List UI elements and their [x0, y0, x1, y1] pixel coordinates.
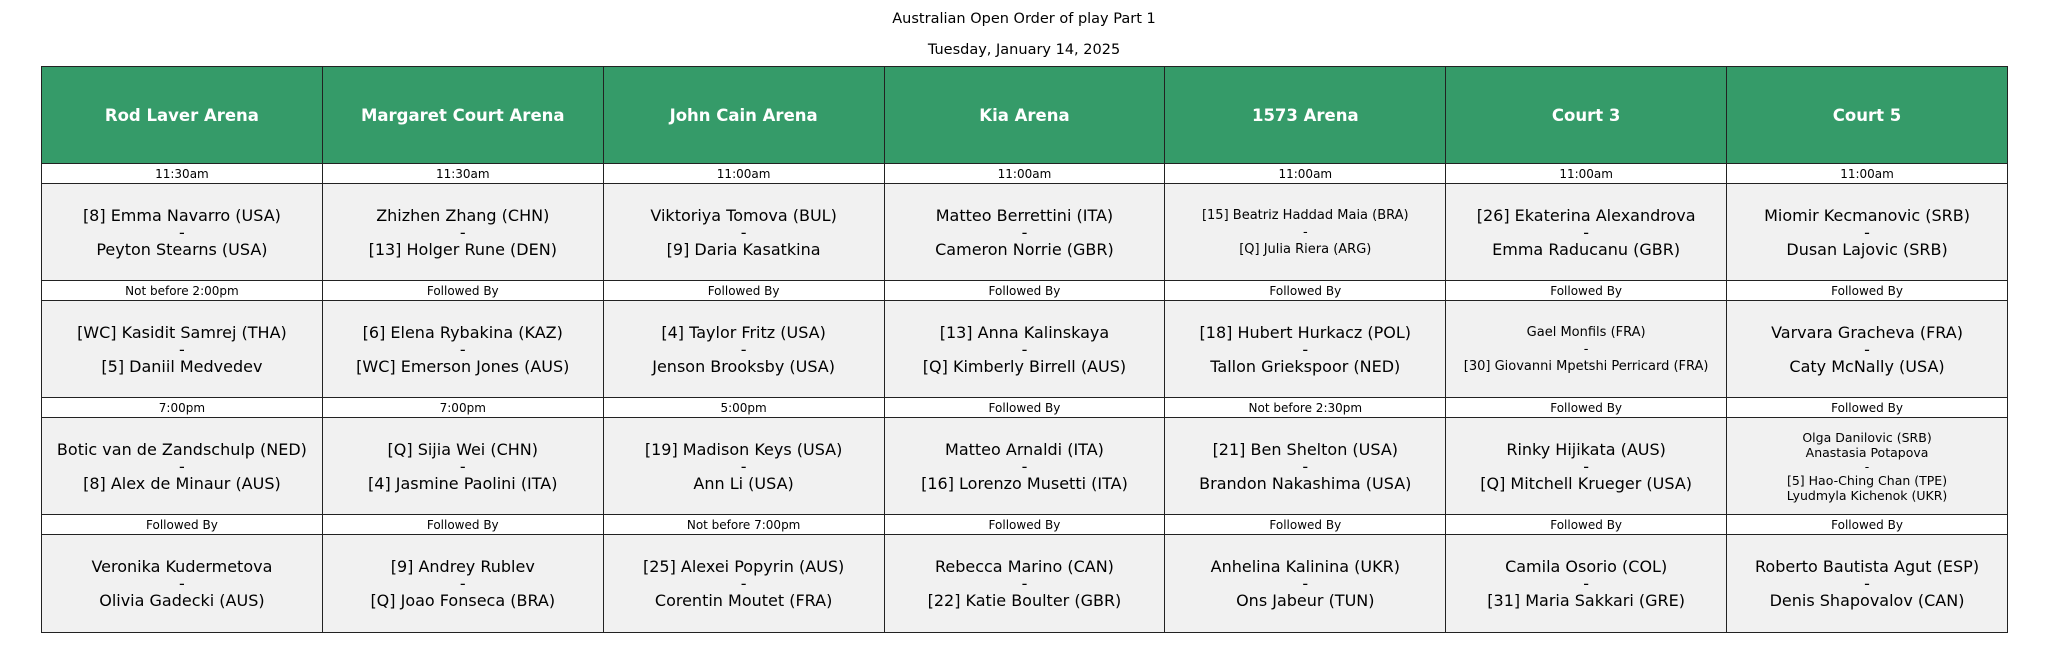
player-b: Brandon Nakashima (USA) — [1199, 473, 1412, 493]
match-cell — [322, 418, 603, 515]
player-b: Peyton Stearns (USA) — [96, 239, 268, 259]
start-time: 11:00am — [1165, 164, 1446, 184]
player-b: Emma Raducanu (GBR) — [1492, 239, 1681, 259]
versus-separator: - — [1021, 456, 1028, 476]
player-b: Dusan Lajovic (SRB) — [1786, 239, 1948, 259]
player-b: Ons Jabeur (TUN) — [1236, 591, 1375, 610]
versus-separator: - — [1583, 222, 1590, 242]
start-time: Followed By — [1727, 398, 2008, 418]
versus-separator: - — [1021, 574, 1028, 593]
court-header: Margaret Court Arena — [322, 67, 603, 164]
match-cell — [1727, 535, 2008, 633]
start-time: Followed By — [1727, 281, 2008, 301]
match-row — [42, 301, 2008, 398]
match-cell — [42, 418, 323, 515]
player-a: Rebecca Marino (CAN) — [934, 557, 1114, 576]
versus-separator: - — [459, 456, 466, 476]
player-b: Ann Li (USA) — [693, 473, 794, 493]
player-b: [22] Katie Boulter (GBR) — [927, 591, 1122, 610]
match-cell — [1446, 184, 1727, 281]
page-title: Australian Open Order of play Part 1 — [892, 11, 1156, 27]
player-b: [30] Giovanni Mpetshi Perricard (FRA) — [1463, 358, 1709, 374]
match-cell — [1446, 535, 1727, 633]
player-a: Veronika Kudermetova — [91, 557, 273, 576]
player-a: Matteo Berrettini (ITA) — [935, 205, 1114, 225]
player-a: Matteo Arnaldi (ITA) — [945, 439, 1104, 459]
player-a: Anhelina Kalinina (UKR) — [1210, 557, 1400, 576]
time-row — [42, 164, 2008, 184]
versus-separator: - — [1864, 222, 1870, 242]
match-cell — [1446, 418, 1727, 515]
player-a: Viktoriya Tomova (BUL) — [650, 205, 837, 225]
versus-separator: - — [1583, 341, 1589, 357]
player-b: [16] Lorenzo Musetti (ITA) — [921, 473, 1128, 493]
versus-separator: - — [1302, 339, 1309, 359]
player-a: Zhizhen Zhang (CHN) — [376, 205, 550, 225]
player-a: Botic van de Zandschulp (NED) — [56, 439, 307, 459]
versus-separator: - — [179, 339, 185, 359]
time-row — [42, 281, 2008, 301]
player-a: [19] Madison Keys (USA) — [644, 439, 843, 459]
start-time: Followed By — [1446, 515, 1727, 535]
match-row — [42, 535, 2008, 633]
versus-separator: - — [179, 456, 185, 476]
start-time: Followed By — [1165, 281, 1446, 301]
player-b: Jenson Brooksby (USA) — [652, 356, 835, 376]
match-cell — [322, 301, 603, 398]
player-a: [WC] Kasidit Samrej (THA) — [77, 322, 287, 342]
player-a: [9] Andrey Rublev — [390, 557, 535, 576]
match-cell — [1446, 301, 1727, 398]
time-row — [42, 398, 2008, 418]
player-b: Cameron Norrie (GBR) — [935, 239, 1114, 259]
schedule-body — [42, 164, 2008, 633]
versus-separator: - — [1021, 222, 1028, 242]
court-header: Court 3 — [1446, 67, 1727, 164]
player-b: [5] Hao-Ching Chan (TPE) — [1786, 472, 1948, 488]
court-header: Kia Arena — [884, 67, 1165, 164]
match-cell — [1165, 184, 1446, 281]
player-a: Varvara Gracheva (FRA) — [1771, 322, 1963, 342]
page-subtitle: Tuesday, January 14, 2025 — [927, 42, 1121, 58]
match-cell — [1727, 418, 2008, 515]
versus-separator: - — [740, 456, 747, 476]
start-time: 7:00pm — [42, 398, 323, 418]
versus-separator: - — [459, 574, 466, 593]
start-time: Followed By — [884, 515, 1165, 535]
match-cell — [1165, 418, 1446, 515]
player-b: [Q] Joao Fonseca (BRA) — [370, 591, 556, 610]
start-time: 5:00pm — [603, 398, 884, 418]
match-cell — [322, 184, 603, 281]
player-b: [9] Daria Kasatkina — [666, 239, 821, 259]
start-time: Followed By — [1446, 281, 1727, 301]
player-b: Olivia Gadecki (AUS) — [99, 591, 265, 610]
court-header: Court 5 — [1727, 67, 2008, 164]
player-b: [5] Daniil Medvedev — [101, 356, 263, 376]
player-b: [8] Alex de Minaur (AUS) — [83, 473, 281, 493]
start-time: 11:00am — [603, 164, 884, 184]
player-b: [WC] Emerson Jones (AUS) — [356, 356, 570, 376]
player-a: Rinky Hijikata (AUS) — [1506, 439, 1666, 459]
court-header-row — [42, 67, 2008, 164]
match-cell — [42, 184, 323, 281]
versus-separator: - — [459, 339, 466, 359]
versus-separator: - — [1864, 339, 1870, 359]
player-a: Roberto Bautista Agut (ESP) — [1755, 557, 1980, 576]
player-a: [26] Ekaterina Alexandrova — [1476, 205, 1696, 225]
player-a: [18] Hubert Hurkacz (POL) — [1199, 322, 1412, 342]
match-cell — [884, 418, 1165, 515]
versus-separator: - — [1302, 224, 1308, 240]
versus-separator: - — [179, 574, 185, 593]
player-a: [6] Elena Rybakina (KAZ) — [362, 322, 563, 342]
player-a: [15] Beatriz Haddad Maia (BRA) — [1201, 207, 1409, 223]
match-cell — [603, 535, 884, 633]
player-a: [8] Emma Navarro (USA) — [82, 205, 281, 225]
versus-separator: - — [1864, 574, 1870, 593]
player-b: [Q] Kimberly Birrell (AUS) — [922, 356, 1127, 376]
start-time: Followed By — [322, 515, 603, 535]
versus-separator: - — [1021, 339, 1028, 359]
versus-separator: - — [179, 222, 185, 242]
player-b: [13] Holger Rune (DEN) — [368, 239, 557, 259]
player-b: Caty McNally (USA) — [1789, 356, 1945, 376]
player-b-partner: Lyudmyla Kichenok (UKR) — [1786, 487, 1948, 503]
match-cell — [603, 418, 884, 515]
player-b: Denis Shapovalov (CAN) — [1769, 591, 1965, 610]
player-a: [4] Taylor Fritz (USA) — [661, 322, 826, 342]
start-time: 11:00am — [884, 164, 1165, 184]
player-b: [31] Maria Sakkari (GRE) — [1487, 591, 1685, 610]
player-b: [4] Jasmine Paolini (ITA) — [368, 473, 558, 493]
player-a: [25] Alexei Popyrin (AUS) — [642, 557, 845, 576]
court-header: 1573 Arena — [1165, 67, 1446, 164]
versus-separator: - — [740, 574, 747, 593]
player-a: Camila Osorio (COL) — [1505, 557, 1668, 576]
match-cell — [1165, 535, 1446, 633]
order-of-play-table — [41, 66, 2008, 633]
time-row — [42, 515, 2008, 535]
start-time: 11:30am — [42, 164, 323, 184]
start-time: Followed By — [884, 398, 1165, 418]
start-time: Not before 2:00pm — [42, 281, 323, 301]
court-header: Rod Laver Arena — [42, 67, 323, 164]
match-cell — [322, 535, 603, 633]
start-time: 11:30am — [322, 164, 603, 184]
start-time: Not before 7:00pm — [603, 515, 884, 535]
match-cell — [42, 301, 323, 398]
player-a: Olga Danilovic (SRB) — [1802, 429, 1932, 445]
versus-separator: - — [1583, 574, 1590, 593]
match-cell — [1727, 184, 2008, 281]
match-cell — [1727, 301, 2008, 398]
match-row — [42, 184, 2008, 281]
match-cell — [603, 301, 884, 398]
player-a: Miomir Kecmanovic (SRB) — [1764, 205, 1970, 225]
match-row — [42, 418, 2008, 515]
start-time: 11:00am — [1727, 164, 2008, 184]
player-a: [21] Ben Shelton (USA) — [1212, 439, 1399, 459]
versus-separator: - — [1583, 456, 1590, 476]
start-time: Followed By — [603, 281, 884, 301]
player-a: [13] Anna Kalinskaya — [939, 322, 1110, 342]
start-time: Followed By — [1446, 398, 1727, 418]
player-b: Corentin Moutet (FRA) — [654, 591, 833, 610]
start-time: Followed By — [1727, 515, 2008, 535]
player-a: Gael Monfils (FRA) — [1526, 324, 1646, 340]
player-b: [Q] Julia Riera (ARG) — [1239, 241, 1372, 257]
match-cell — [1165, 301, 1446, 398]
start-time: Followed By — [42, 515, 323, 535]
match-cell — [884, 535, 1165, 633]
start-time: Not before 2:30pm — [1165, 398, 1446, 418]
versus-separator: - — [740, 222, 747, 242]
versus-separator: - — [1864, 458, 1870, 474]
start-time: Followed By — [1165, 515, 1446, 535]
start-time: Followed By — [322, 281, 603, 301]
versus-separator: - — [1302, 456, 1309, 476]
versus-separator: - — [1302, 574, 1309, 593]
start-time: 7:00pm — [322, 398, 603, 418]
match-cell — [603, 184, 884, 281]
versus-separator: - — [740, 339, 747, 359]
match-cell — [884, 184, 1165, 281]
player-a: [Q] Sijia Wei (CHN) — [387, 439, 538, 459]
match-cell — [42, 535, 323, 633]
court-header: John Cain Arena — [603, 67, 884, 164]
player-a-partner: Anastasia Potapova — [1805, 444, 1929, 460]
player-b: Tallon Griekspoor (NED) — [1210, 356, 1401, 376]
match-cell — [884, 301, 1165, 398]
player-b: [Q] Mitchell Krueger (USA) — [1480, 473, 1693, 493]
versus-separator: - — [459, 222, 466, 242]
start-time: 11:00am — [1446, 164, 1727, 184]
start-time: Followed By — [884, 281, 1165, 301]
